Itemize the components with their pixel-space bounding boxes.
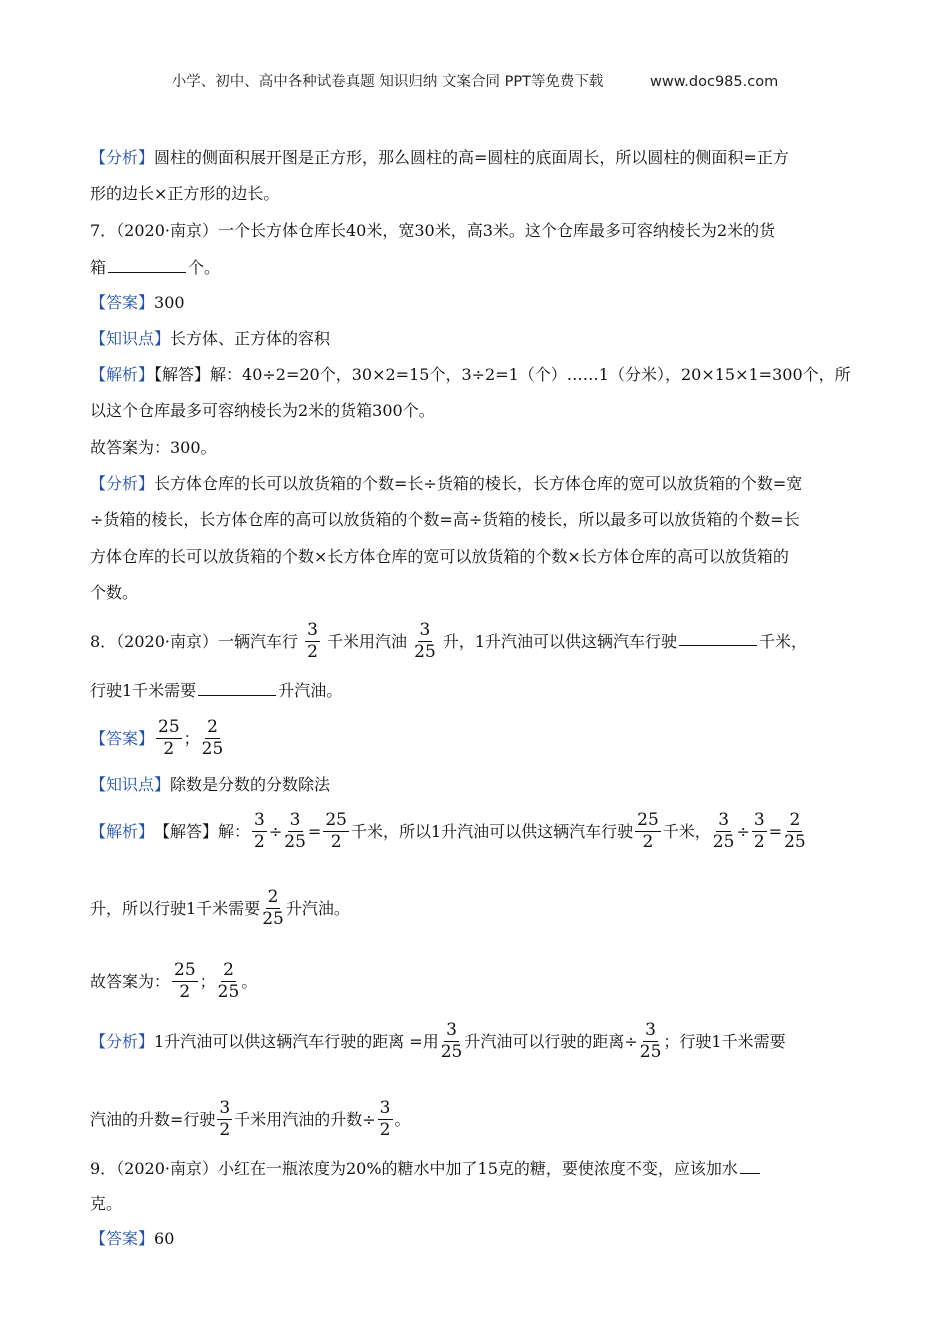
numerator: 25 (174, 960, 196, 980)
numerator: 2 (207, 717, 218, 737)
q7-solution-line-1 (90, 364, 870, 386)
divide-sign: ÷ (736, 821, 750, 841)
numerator: 25 (325, 810, 347, 830)
numerator: 3 (307, 620, 318, 640)
q7-analysis-text-4: 个数。 (90, 583, 139, 602)
numerator: 3 (753, 810, 765, 830)
fraction (218, 962, 240, 1001)
q8-stem-line-2 (90, 679, 870, 702)
q8-solution-text-2b: 升汽油。 (285, 898, 350, 918)
knowledge-tag: 【知识点】 (90, 775, 171, 794)
fraction (305, 622, 320, 661)
q8-analysis-line-2 (90, 1094, 870, 1145)
numerator: 3 (289, 810, 301, 830)
denominator: 25 (262, 909, 284, 929)
q8-solution-text-a: 【解答】解： (154, 821, 251, 841)
numerator: 3 (219, 1098, 231, 1118)
separator: ； (183, 728, 200, 748)
numerator: 3 (254, 810, 265, 830)
fraction (323, 812, 349, 851)
equals-sign: = (307, 821, 322, 841)
header-text: 小学、初中、高中各种试卷真题 知识归纳 文案合同 PPT等免费下载 (171, 74, 604, 90)
q7-answer: 300 (154, 293, 185, 312)
answer-tag: 【答案】 (90, 728, 155, 748)
q8-solution-line-2 (90, 883, 870, 934)
q8-stem-text-2a: 行驶1千米需要 (90, 681, 197, 700)
q8-final-text: 故答案为： (90, 971, 171, 991)
q7-stem-text-1: 7．（2020·南京）一个长方体仓库长40米，宽30米，高3米。这个仓库最多可容纳棱长为2米的货 (90, 221, 776, 240)
q7-stem-text-2a: 箱 (90, 258, 107, 277)
q8-analysis-text-a: 1升汽油可以供这辆汽车行驶的距离 =用 (154, 1031, 439, 1051)
q8-analysis-text-b: 升汽油可以行驶的距离÷ (464, 1031, 638, 1051)
q7-analysis-line-1 (90, 473, 870, 495)
q6-analysis-text-1: 圆柱的侧面积展开图是正方形，那么圆柱的高=圆柱的底面周长，所以圆柱的侧面积=正方 (154, 148, 789, 167)
fraction (156, 719, 182, 758)
denominator: 2 (642, 832, 654, 852)
denominator: 25 (712, 832, 735, 852)
q8-stem-text-2b: 升汽油。 (278, 681, 343, 700)
q7-stem-line-2 (90, 256, 870, 279)
numerator: 3 (446, 1020, 457, 1040)
q8-analysis-text-c: ；行驶1千米需要 (663, 1031, 786, 1051)
page-header (0, 70, 950, 91)
solution-tag: 【解析】 (90, 821, 155, 841)
denominator: 2 (379, 1120, 391, 1140)
q8-solution-line-1 (90, 806, 870, 857)
q9-answer: 60 (154, 1229, 175, 1248)
divide-sign: ÷ (268, 821, 283, 841)
q7-analysis-text-3: 方体仓库的长可以放货箱的个数×长方体仓库的宽可以放货箱的个数×长方体仓库的高可以放货箱的 (90, 547, 789, 566)
denominator: 2 (179, 982, 191, 1002)
analysis-tag: 【分析】 (90, 1031, 155, 1051)
denominator: 25 (217, 982, 240, 1002)
denominator: 2 (219, 1120, 231, 1140)
answer-tag: 【答案】 (90, 293, 155, 312)
q7-final-text: 故答案为：300。 (90, 438, 217, 457)
fraction (441, 1022, 463, 1061)
denominator: 2 (753, 832, 765, 852)
q8-analysis-line-1 (90, 1016, 870, 1067)
fraction (252, 812, 267, 851)
q9-stem-line-2 (90, 1193, 870, 1215)
q7-analysis-text-2: ÷货箱的棱长，长方体仓库的高可以放货箱的个数=高÷货箱的棱长，所以最多可以放货箱的个数=长 (90, 510, 800, 529)
numerator: 3 (718, 810, 730, 830)
numerator: 2 (267, 887, 279, 907)
q7-stem-line-1 (90, 220, 870, 242)
q8-final-line (90, 956, 870, 1007)
header-site-link[interactable]: www.doc985.com (650, 74, 779, 90)
q8-answer-line (90, 714, 870, 763)
numerator: 25 (637, 810, 659, 830)
fraction (414, 622, 436, 661)
denominator: 25 (201, 739, 224, 759)
denominator: 2 (254, 832, 265, 852)
analysis-tag: 【分析】 (90, 148, 155, 167)
fraction (217, 1100, 232, 1139)
q8-solution-text-b: 千米，所以1升汽油可以供这辆汽车行驶 (350, 821, 634, 841)
fraction (784, 812, 806, 851)
numerator: 25 (158, 717, 180, 737)
q8-stem-text-c: 升，1升汽油可以供这辆汽车行驶 (442, 631, 678, 651)
q7-answer-line (90, 292, 870, 314)
q8-answer-blank-1[interactable] (679, 629, 757, 646)
q8-stem-text-a: 8．（2020·南京）一辆汽车行 (90, 631, 298, 651)
equals-sign: = (768, 821, 783, 841)
q8-stem-text-d: 千米， (759, 631, 808, 651)
q9-stem-text-2: 克。 (90, 1194, 123, 1213)
q7-answer-blank[interactable] (108, 256, 186, 273)
answer-tag: 【答案】 (90, 1229, 155, 1248)
q7-analysis-line-2 (90, 509, 870, 531)
numerator: 2 (223, 960, 234, 980)
q8-analysis-text-2a: 汽油的升数=行驶 (90, 1109, 216, 1129)
q8-knowledge: 除数是分数的分数除法 (170, 775, 331, 794)
q8-stem-text-b: 千米用汽油 (327, 631, 408, 651)
numerator: 3 (419, 620, 431, 640)
denominator: 2 (307, 642, 318, 662)
q9-answer-blank[interactable] (740, 1157, 760, 1174)
q6-analysis-text-2: 形的边长×正方形的边长。 (90, 184, 280, 203)
denominator: 25 (284, 832, 306, 852)
separator: ； (199, 971, 216, 991)
q8-solution-text-2a: 升，所以行驶1千米需要 (90, 898, 261, 918)
fraction (752, 812, 767, 851)
denominator: 25 (639, 1042, 662, 1062)
period: 。 (241, 971, 258, 991)
q7-analysis-line-4 (90, 582, 870, 604)
fraction (713, 812, 735, 851)
q6-analysis-line-2 (90, 183, 870, 205)
q8-knowledge-line (90, 774, 870, 796)
fraction (172, 962, 198, 1001)
fraction (378, 1100, 393, 1139)
numerator: 2 (789, 810, 801, 830)
fraction (202, 719, 224, 758)
numerator: 3 (645, 1020, 656, 1040)
q9-answer-line (90, 1228, 870, 1250)
analysis-tag: 【分析】 (90, 474, 155, 493)
q7-stem-text-2b: 个。 (188, 258, 221, 277)
q7-final-line (90, 437, 870, 459)
q9-stem-text-1: 9．（2020·南京）小红在一瓶浓度为20%的糖水中加了15克的糖，要使浓度不变，应该加水 (90, 1159, 738, 1178)
q8-answer-blank-2[interactable] (198, 679, 276, 696)
knowledge-tag: 【知识点】 (90, 329, 171, 348)
denominator: 25 (414, 642, 436, 662)
fraction (262, 889, 284, 928)
q8-stem-line-1 (90, 617, 870, 666)
q7-solution-text-1: 【解答】解：40÷2=20个，30×2=15个，3÷2=1（个）……1（分米），20×15×1=300个，所 (154, 365, 851, 384)
q6-analysis-line-1 (90, 147, 870, 169)
solution-tag: 【解析】 (90, 365, 155, 384)
q9-stem-line-1 (90, 1157, 870, 1180)
fraction (284, 812, 306, 851)
denominator: 2 (163, 739, 175, 759)
period: 。 (394, 1109, 411, 1129)
q7-knowledge-line (90, 328, 870, 350)
q7-analysis-line-3 (90, 546, 870, 568)
denominator: 25 (784, 832, 806, 852)
denominator: 25 (440, 1042, 463, 1062)
denominator: 2 (330, 832, 342, 852)
q7-knowledge: 长方体、正方体的容积 (170, 329, 331, 348)
numerator: 3 (379, 1098, 391, 1118)
q7-solution-text-2: 以这个仓库最多可容纳棱长为2米的货箱300个。 (90, 401, 435, 420)
fraction (640, 1022, 662, 1061)
fraction (635, 812, 661, 851)
q7-solution-line-2 (90, 400, 870, 422)
q8-solution-text-c: 千米， (662, 821, 711, 841)
q7-analysis-text-1: 长方体仓库的长可以放货箱的个数=长÷货箱的棱长，长方体仓库的宽可以放货箱的个数=宽 (154, 474, 803, 493)
q8-analysis-text-2b: 千米用汽油的升数÷ (234, 1109, 376, 1129)
